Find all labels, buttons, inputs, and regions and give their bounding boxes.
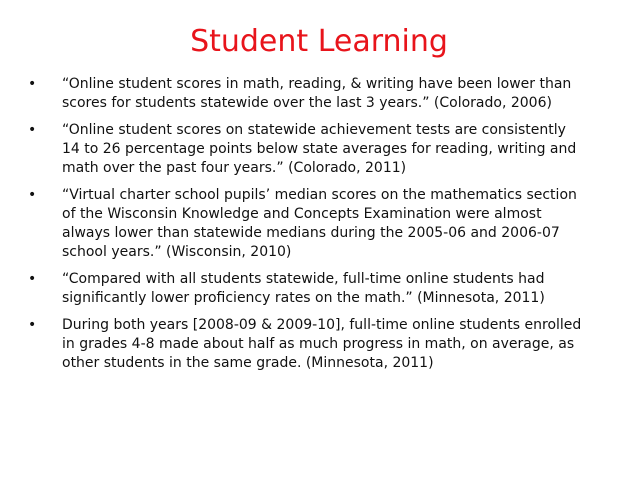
slide-title: Student Learning — [190, 24, 448, 59]
bullet-item — [28, 121, 584, 178]
bullet-text: “Virtual charter school pupils’ median scores on the mathematics section of the Wisconsin Knowledge and Concepts Examination were almost always lower than statewide medians during the 2005-06 and 2006-07 school years.” (Wisconsin, 2010) — [62, 187, 577, 260]
bullet-list — [28, 75, 584, 381]
bullet-icon: • — [28, 122, 37, 138]
bullet-item — [28, 270, 584, 308]
bullet-icon: • — [28, 76, 37, 92]
bullet-item — [28, 75, 584, 113]
bullet-item — [28, 316, 584, 373]
bullet-icon: • — [28, 187, 37, 203]
bullet-item — [28, 186, 584, 262]
bullet-text: “Online student scores on statewide achievement tests are consistently 14 to 26 percentage points below state averages for reading, writing and math over the past four years.” (Colorado, 2011) — [62, 122, 577, 176]
bullet-icon: • — [28, 271, 37, 287]
bullet-text: “Compared with all students statewide, full-time online students had significantly lower proficiency rates on the math.” (Minnesota, 2011) — [62, 271, 545, 306]
bullet-icon: • — [28, 317, 37, 333]
bullet-text: During both years [2008-09 & 2009-10], full-time online students enrolled in grades 4-8 made about half as much progress in math, on average, as other students in the same grade. (Minnesota, 2011) — [62, 317, 582, 371]
bullet-text: “Online student scores in math, reading, & writing have been lower than scores for students statewide over the last 3 years.” (Colorado, 2006) — [62, 76, 572, 111]
